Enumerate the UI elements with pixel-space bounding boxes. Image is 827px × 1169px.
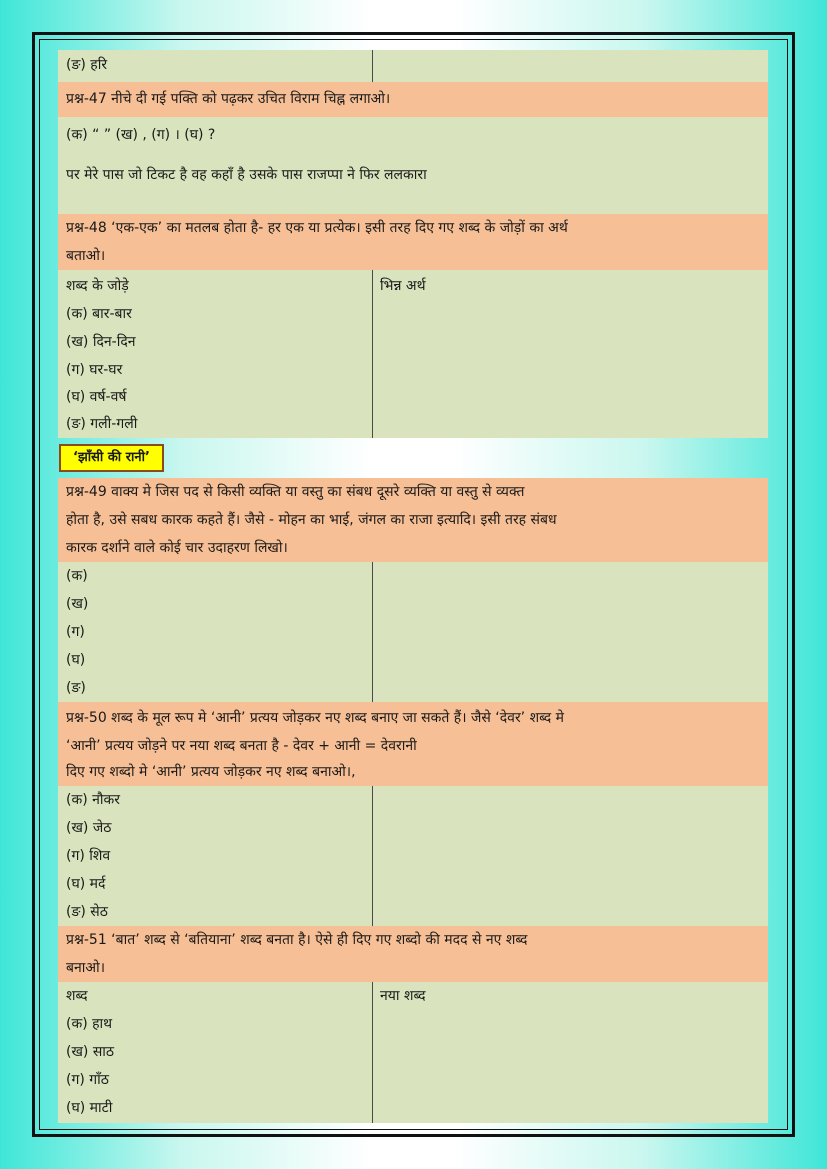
column-divider (372, 562, 373, 702)
list-item: (घ) (66, 652, 86, 668)
list-item: (ङ) हरि (66, 57, 108, 73)
q49-answer-table (58, 562, 768, 702)
question-text: प्रश्न-50 शब्द के मूल रूप मे ‘आनी’ प्रत्यय जोड़कर नए शब्द बनाए जा सकते हैं। जैसे ‘देवर’ शब्द मे (66, 710, 565, 726)
question-text: दिए गए शब्दो मे ‘आनी’ प्रत्यय जोड़कर नए शब्द बनाओ।, (66, 764, 356, 780)
list-item: (ख) साठ (66, 1044, 115, 1060)
q49-question (58, 478, 768, 562)
column-header-words: शब्द (66, 988, 88, 1004)
column-header-meaning: भिन्न अर्थ (380, 278, 426, 294)
column-divider (372, 982, 373, 1123)
list-item: (क) (66, 568, 88, 584)
list-item: (क) हाथ (66, 1016, 113, 1032)
q48-question (58, 214, 768, 270)
list-item: (क) बार-बार (66, 306, 132, 322)
q48-table (58, 270, 768, 438)
question-text: बताओ। (66, 248, 106, 264)
q47-question (58, 82, 768, 117)
q50-question (58, 702, 768, 786)
column-divider (372, 786, 373, 926)
column-divider (372, 50, 373, 82)
question-text: बनाओ। (66, 960, 106, 976)
column-header-words: शब्द के जोड़े (66, 278, 129, 294)
list-item: (ग) शिव (66, 848, 111, 864)
list-item: (ग) घर-घर (66, 362, 123, 378)
q51-table (58, 982, 768, 1123)
list-item: (ख) दिन-दिन (66, 334, 136, 350)
sentence-text: पर मेरे पास जो टिकट है वह कहाँ है उसके पास राजप्पा ने फिर ललकारा (66, 167, 427, 183)
list-item: (ग) गाँठ (66, 1072, 109, 1088)
list-item: (घ) वर्ष-वर्ष (66, 389, 127, 405)
worksheet (58, 50, 768, 1123)
list-item: (ङ) गली-गली (66, 416, 138, 432)
list-item: (घ) माटी (66, 1100, 113, 1116)
list-item: (घ) मर्द (66, 876, 106, 892)
question-text: होता है, उसे सबध कारक कहते हैं। जैसे - मोहन का भाई, जंगल का राजा इत्यादि। इसी तरह संबध (66, 512, 557, 528)
q47-answer-area (58, 117, 768, 214)
q50-answer-table (58, 786, 768, 926)
q46-last-item-row (58, 50, 768, 82)
question-text: प्रश्न-48 ‘एक-एक’ का मतलब होता है- हर एक या प्रत्येक। इसी तरह दिए गए शब्द के जोड़ों का अर्थ (66, 220, 568, 236)
question-text: प्रश्न-49 वाक्य मे जिस पद से किसी व्यक्ति या वस्तु का संबध दूसरे व्यक्ति या वस्तु से व्यक्त (66, 484, 525, 500)
list-item: (ग) (66, 624, 85, 640)
q51-question (58, 926, 768, 982)
question-text: ‘आनी’ प्रत्यय जोड़ने पर नया शब्द बनता है - देवर + आनी = देवरानी (66, 738, 417, 754)
column-divider (372, 270, 373, 438)
list-item: (ङ) (66, 680, 86, 696)
punctuation-options: (क) “ ” (ख) , (ग) । (घ) ? (66, 127, 216, 143)
list-item: (क) नौकर (66, 792, 120, 808)
section-title: ‘झाँसी की रानी’ (59, 444, 164, 472)
column-header-new-word: नया शब्द (380, 988, 426, 1004)
list-item: (ङ) सेठ (66, 904, 108, 920)
question-text: प्रश्न-47 नीचे दी गई पक्ति को पढ़कर उचित विराम चिह्न लगाओ। (66, 91, 391, 107)
question-text: कारक दर्शाने वाले कोई चार उदाहरण लिखो। (66, 540, 288, 556)
list-item: (ख) (66, 596, 89, 612)
section-header (58, 438, 768, 478)
list-item: (ख) जेठ (66, 820, 112, 836)
question-text: प्रश्न-51 ‘बात’ शब्द से ‘बतियाना’ शब्द बनता है। ऐसे ही दिए गए शब्दो की मदद से नए शब्द (66, 932, 528, 948)
